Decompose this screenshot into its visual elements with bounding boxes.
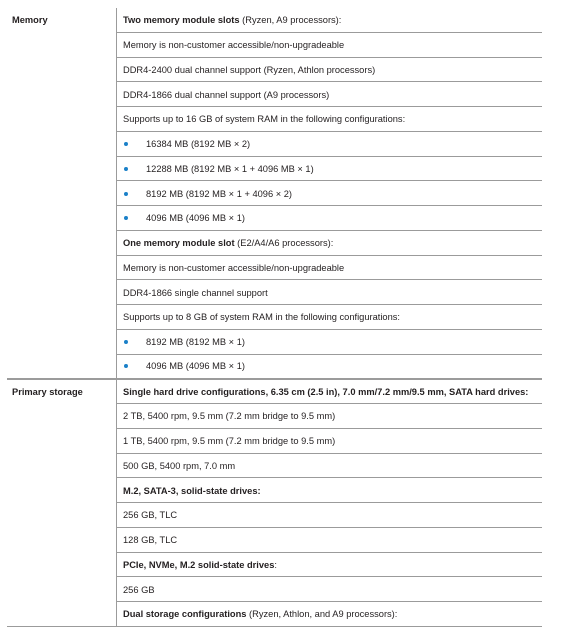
spec-text: DDR4-1866 single channel support — [123, 287, 268, 298]
spec-value — [116, 355, 542, 379]
bullet-icon — [124, 364, 128, 368]
spec-value — [116, 231, 542, 256]
spec-table — [7, 8, 542, 627]
spec-value — [116, 602, 542, 626]
spec-value — [116, 305, 542, 330]
spec-value — [116, 132, 542, 157]
category-cell — [7, 454, 115, 479]
spec-text: Supports up to 8 GB of system RAM in the following configurations: — [123, 312, 400, 323]
spec-row — [7, 82, 542, 107]
spec-text: 256 GB, TLC — [123, 510, 178, 521]
spec-heading-note: (Ryzen, A9 processors): — [239, 15, 342, 26]
bullet-icon — [124, 216, 128, 220]
category-cell — [7, 231, 115, 256]
spec-value — [116, 33, 542, 58]
spec-row — [7, 355, 542, 380]
spec-value — [116, 528, 542, 553]
spec-row — [7, 602, 542, 627]
category-cell — [7, 206, 115, 231]
spec-row — [7, 379, 542, 404]
bullet-text: 8192 MB (8192 MB × 1) — [146, 337, 245, 348]
category-cell — [7, 503, 115, 528]
spec-text: DDR4-2400 dual channel support (Ryzen, Athlon processors) — [123, 64, 376, 75]
spec-heading: M.2, SATA-3, solid-state drives: — [123, 485, 261, 496]
spec-value — [116, 206, 542, 231]
spec-heading-note: (E2/A4/A6 processors): — [234, 238, 334, 249]
spec-value — [116, 280, 542, 305]
category-cell — [7, 602, 115, 626]
spec-heading: Single hard drive configurations, 6.35 cm (2.5 in), 7.0 mm/7.2 mm/9.5 mm, SATA hard drives: — [123, 387, 529, 398]
category-cell — [7, 404, 115, 429]
spec-value — [116, 330, 542, 355]
bullet-text: 4096 MB (4096 MB × 1) — [146, 213, 245, 224]
spec-row — [7, 256, 542, 281]
spec-value — [116, 107, 542, 132]
category-cell — [7, 577, 115, 602]
category-cell — [7, 132, 115, 157]
category-cell — [7, 58, 115, 83]
spec-heading-note: : — [274, 559, 277, 570]
spec-value — [116, 157, 542, 182]
category-cell — [7, 107, 115, 132]
category-label: Memory — [12, 15, 48, 26]
bullet-icon — [124, 340, 128, 344]
spec-text: 2 TB, 5400 rpm, 9.5 mm (7.2 mm bridge to 9.5 mm) — [123, 411, 336, 422]
spec-row — [7, 107, 542, 132]
bullet-text: 16384 MB (8192 MB × 2) — [146, 139, 251, 150]
bullet-text: 12288 MB (8192 MB × 1 + 4096 MB × 1) — [146, 163, 314, 174]
spec-text: 256 GB — [123, 584, 155, 595]
spec-value — [116, 82, 542, 107]
spec-row — [7, 206, 542, 231]
spec-value — [116, 503, 542, 528]
spec-row — [7, 454, 542, 479]
spec-row — [7, 33, 542, 58]
spec-heading: One memory module slot — [123, 238, 235, 249]
spec-row — [7, 132, 542, 157]
spec-heading-note: (Ryzen, Athlon, and A9 processors): — [246, 608, 398, 619]
spec-section — [7, 379, 542, 627]
spec-text: Memory is non-customer accessible/non-upgradeable — [123, 40, 345, 51]
spec-value — [116, 429, 542, 454]
spec-value — [116, 478, 542, 503]
spec-section — [7, 8, 542, 379]
spec-value — [116, 380, 542, 404]
spec-row — [7, 429, 542, 454]
bullet-text: 4096 MB (4096 MB × 1) — [146, 361, 245, 372]
category-cell — [7, 256, 115, 281]
spec-value — [116, 181, 542, 206]
spec-row — [7, 58, 542, 83]
category-cell — [7, 157, 115, 182]
category-cell — [7, 429, 115, 454]
spec-heading: Dual storage configurations — [123, 608, 247, 619]
spec-text: 128 GB, TLC — [123, 535, 178, 546]
category-cell — [7, 355, 115, 379]
spec-row — [7, 503, 542, 528]
spec-value — [116, 553, 542, 578]
category-label: Primary storage — [12, 387, 83, 398]
spec-value — [116, 577, 542, 602]
category-cell — [7, 528, 115, 553]
spec-value — [116, 256, 542, 281]
spec-text: Supports up to 16 GB of system RAM in the following configurations: — [123, 114, 406, 125]
spec-text: DDR4-1866 dual channel support (A9 processors) — [123, 89, 330, 100]
bullet-icon — [124, 142, 128, 146]
category-cell — [7, 553, 115, 578]
spec-row — [7, 330, 542, 355]
spec-value — [116, 404, 542, 429]
bullet-icon — [124, 167, 128, 171]
category-cell — [7, 181, 115, 206]
spec-row — [7, 181, 542, 206]
category-cell — [7, 305, 115, 330]
spec-text: 1 TB, 5400 rpm, 9.5 mm (7.2 mm bridge to 9.5 mm) — [123, 436, 336, 447]
spec-row — [7, 478, 542, 503]
spec-row — [7, 528, 542, 553]
category-cell — [7, 478, 115, 503]
spec-row — [7, 231, 542, 256]
spec-row — [7, 404, 542, 429]
spec-row — [7, 157, 542, 182]
spec-value — [116, 58, 542, 83]
bullet-text: 8192 MB (8192 MB × 1 + 4096 × 2) — [146, 188, 293, 199]
bullet-icon — [124, 192, 128, 196]
spec-row — [7, 553, 542, 578]
spec-text: Memory is non-customer accessible/non-upgradeable — [123, 262, 345, 273]
spec-text: 500 GB, 5400 rpm, 7.0 mm — [123, 460, 236, 471]
spec-value — [116, 454, 542, 479]
spec-row — [7, 280, 542, 305]
category-cell — [7, 330, 115, 355]
spec-row — [7, 8, 542, 33]
spec-value — [116, 8, 542, 33]
spec-heading: PCIe, NVMe, M.2 solid-state drives — [123, 559, 275, 570]
category-cell — [7, 280, 115, 305]
category-cell — [7, 82, 115, 107]
spec-row — [7, 577, 542, 602]
category-cell — [7, 33, 115, 58]
spec-row — [7, 305, 542, 330]
spec-heading: Two memory module slots — [123, 15, 240, 26]
